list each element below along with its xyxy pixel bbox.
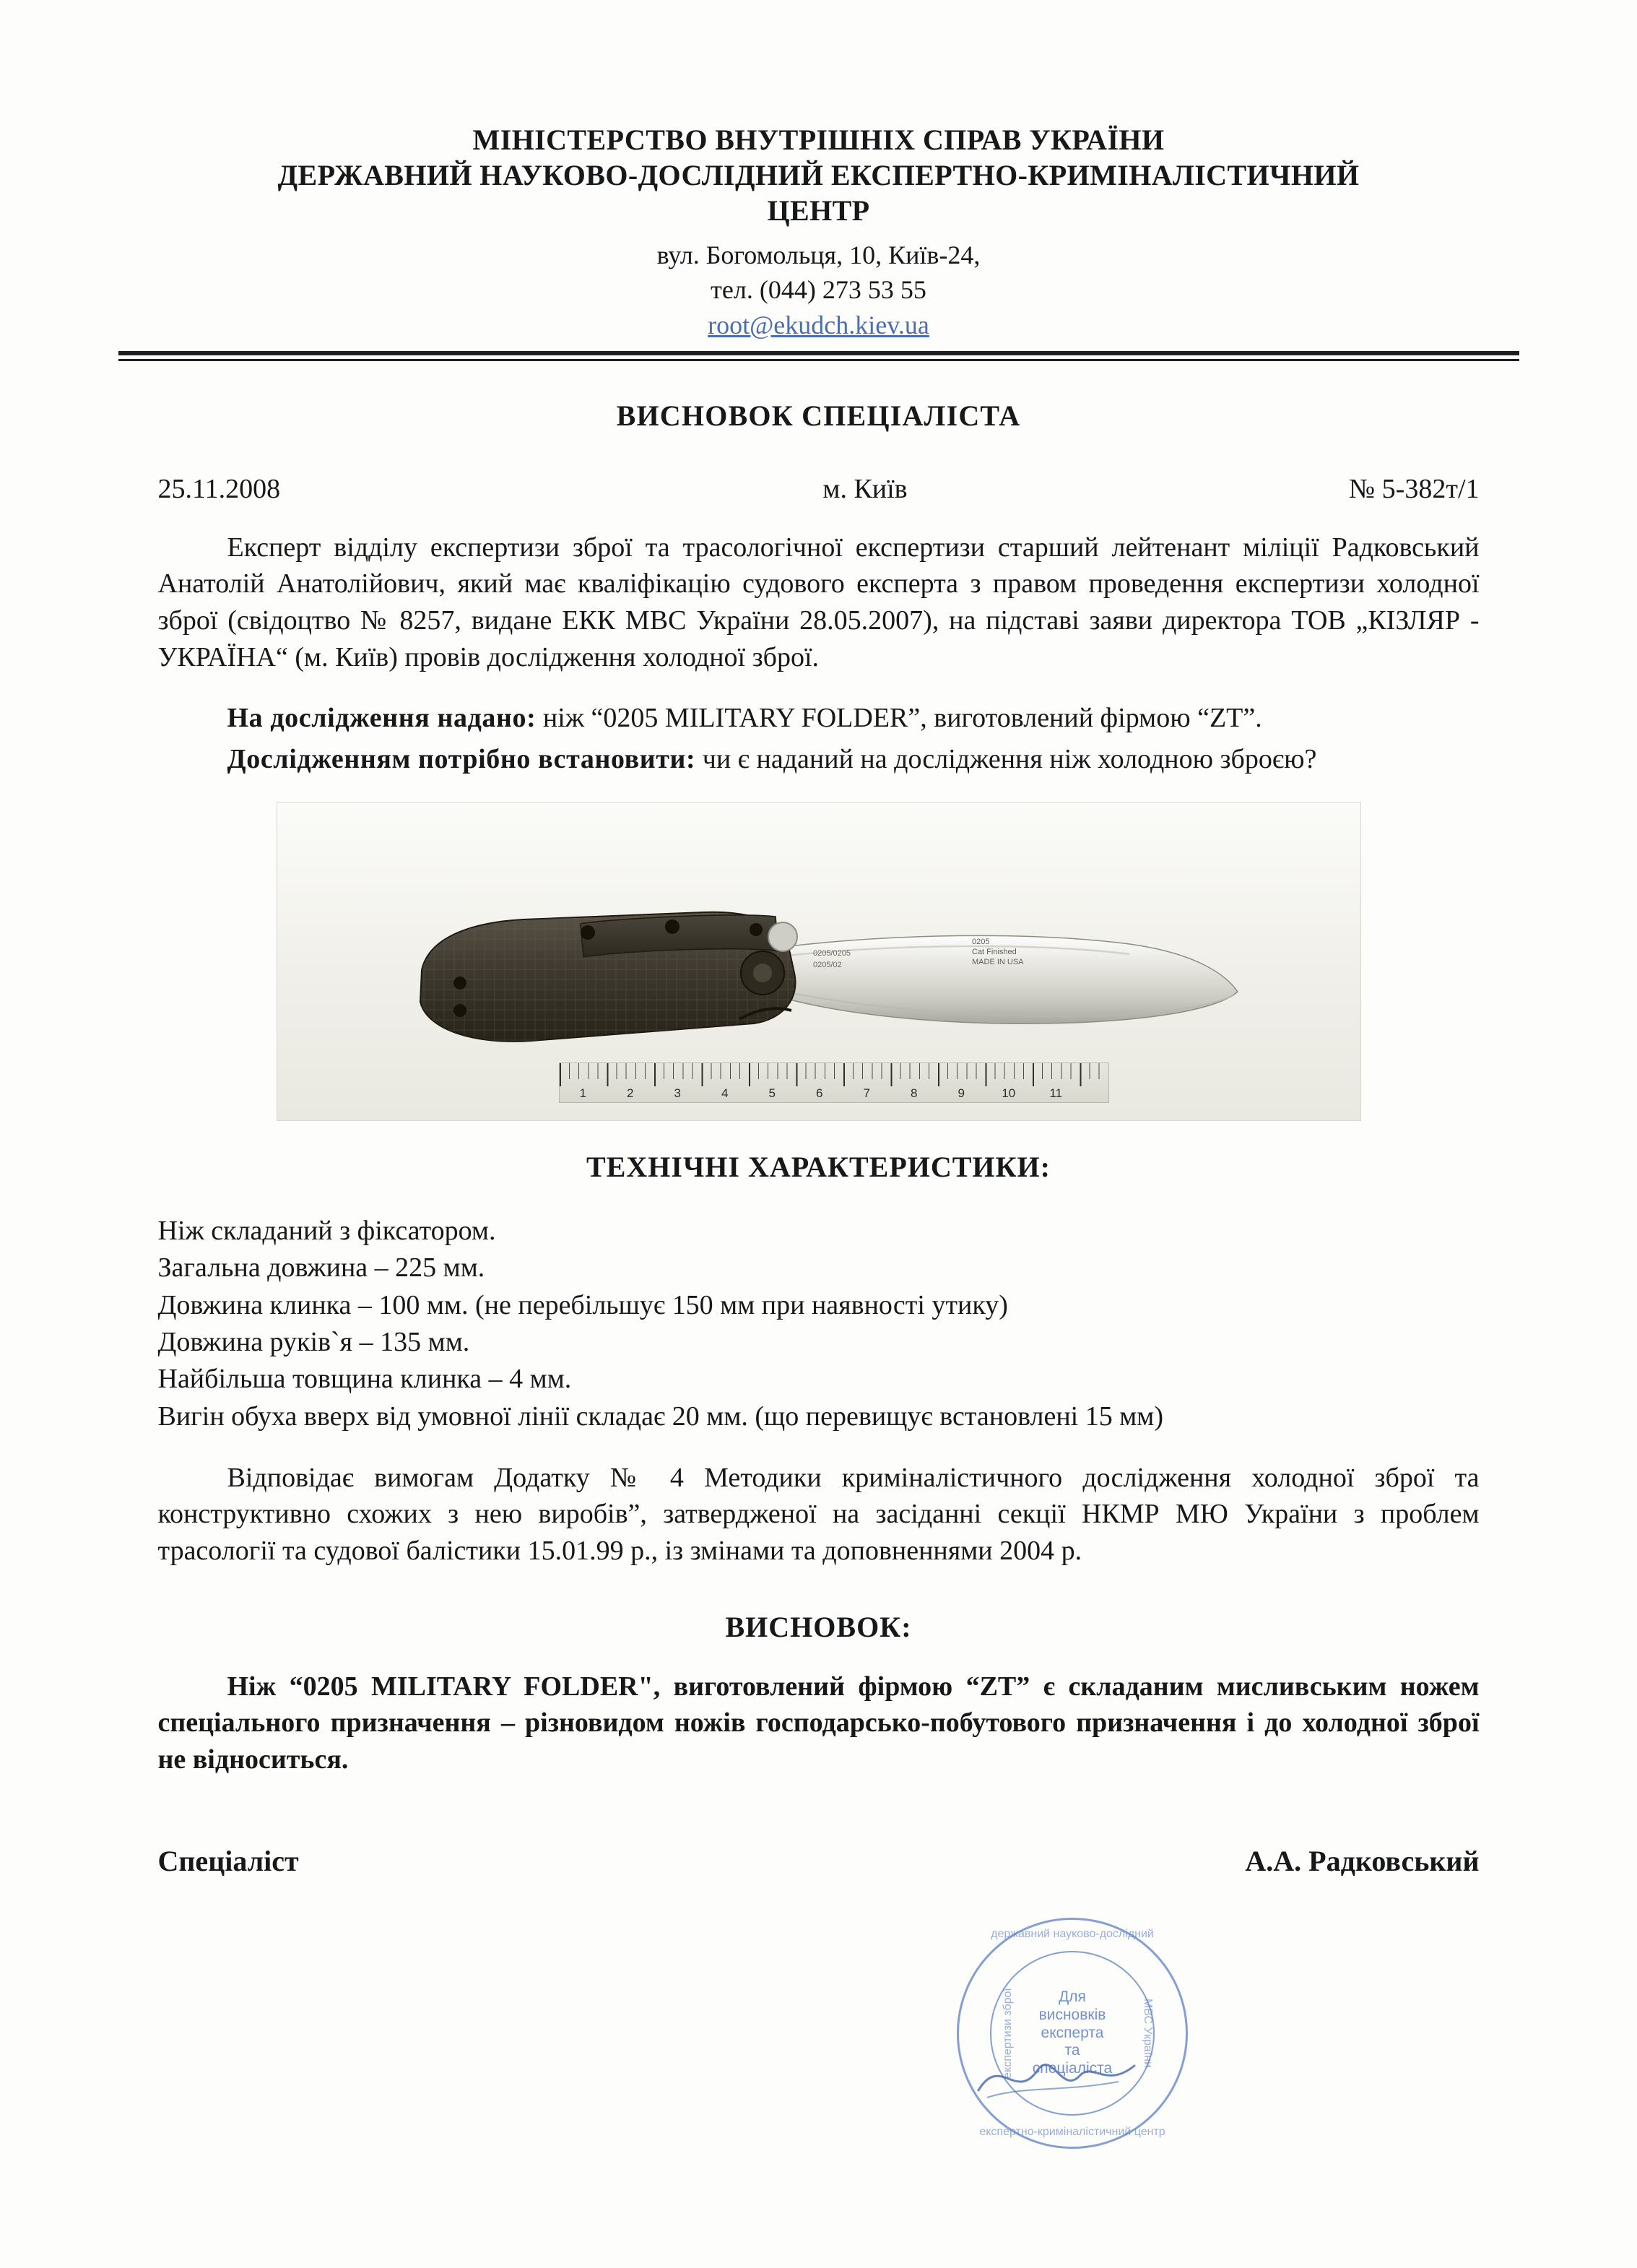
spec-item: Найбільша товщина клинка – 4 мм. [157, 1364, 572, 1395]
signature-name: А.А. Радковський [1245, 1845, 1480, 1878]
document-header [0, 0, 1637, 361]
center-name-line: ДЕРЖАВНИЙ НАУКОВО-ДОСЛІДНИЙ ЕКСПЕРТНО-КРИМІНАЛІСТИЧНИЙ [277, 159, 1360, 192]
stamp-arc-left: експертизи зброї [1001, 1988, 1014, 2079]
stamp-inner-ring [990, 1951, 1155, 2116]
ruler-numbers [560, 1086, 1108, 1101]
signature-role: Спеціаліст [157, 1845, 299, 1878]
spec-item: Довжина клинка – 100 мм. (не перебільшує 150 мм при наявності утику) [157, 1289, 1008, 1320]
ruler-number: 2 [627, 1086, 634, 1101]
conclusion-paragraph: Ніж “0205 MILITARY FOLDER", виготовлений фірмою “ZT” є складаним мисливським ножем спеціального призначення – різновидом ножів господарсько-побутового призначення і до холодної зброї не відноситься. [157, 1671, 1480, 1775]
stamp-arc-text [957, 1918, 1188, 2149]
stamp-core [1023, 1984, 1121, 2082]
handwritten-signature [971, 2044, 1145, 2109]
scale-ruler [559, 1062, 1109, 1103]
submitted-label: На дослідження надано: [227, 703, 537, 734]
phone-line: тел. (044) 273 53 55 [711, 275, 926, 305]
stamp-outer-ring [957, 1918, 1188, 2149]
svg-text:0205/0205: 0205/0205 [812, 949, 851, 958]
stamp-core-line-2: висновків експерта [1038, 2006, 1106, 2041]
document-body [158, 529, 1480, 1878]
ruler-number: 7 [863, 1086, 870, 1101]
header-divider [118, 351, 1519, 361]
stamp-arc-top: державний науково-дослідний [991, 1928, 1154, 1940]
question-label: Дослідженням потрібно встановити: [227, 743, 696, 774]
intro-paragraph: Експерт відділу експертизи зброї та трасологічної експертизи старший лейтенант міліції Радковський Анатолій Анатолійович, який має кваліфікацію судового експерта з правом проведення експертизи холодної зброї (свідоцтво № 8257, видане ЕКК МВС України 28.05.2007), на підставі заяви директора ТОВ „КІЗЛЯР - УКРАЇНА“ (м. Київ) провів дослідження холодної зброї. [157, 532, 1480, 672]
spec-item: Загальна довжина – 225 мм. [157, 1252, 485, 1284]
ruler-number: 4 [721, 1086, 729, 1101]
conclusion-heading: ВИСНОВОК: [725, 1610, 912, 1643]
center-name-line-2: ЦЕНТР [767, 194, 870, 228]
question-text: чи є наданий на дослідження ніж холодною зброєю? [695, 743, 1317, 774]
document-meta [158, 473, 1480, 505]
submitted-text: ніж “0205 MILITARY FOLDER”, виготовлений фірмою “ZT”. [536, 703, 1262, 734]
ruler-number: 6 [816, 1086, 823, 1101]
official-stamp [957, 1918, 1188, 2149]
ruler-major-ticks [560, 1063, 1108, 1086]
divider-thick [118, 351, 1519, 355]
stamp-arc-bottom: експертно-криміналістичний центр [979, 2126, 1165, 2138]
signature-row [158, 1844, 1480, 1878]
address-line: вул. Богомольця, 10, Київ-24, [656, 240, 981, 269]
document-city: м. Київ [822, 473, 908, 504]
ruler-number: 9 [958, 1086, 965, 1101]
spec-item: Ніж складаний з фіксатором. [157, 1216, 496, 1247]
email-link[interactable]: root@ekudch.kiev.ua [708, 311, 929, 340]
svg-text:0205/02: 0205/02 [812, 961, 842, 970]
submitted-paragraph [158, 700, 1480, 737]
spec-item: Вигін обуха вверх від умовної лінії складає 20 мм. (що перевищує встановлені 15 мм) [157, 1401, 1163, 1432]
stamp-arc-right: МВС України [1142, 1999, 1155, 2068]
spec-item: Довжина руків`я – 135 мм. [157, 1327, 470, 1358]
specs-heading: ТЕХНІЧНІ ХАРАКТЕРИСТИКИ: [586, 1151, 1051, 1184]
ruler-number: 11 [1049, 1086, 1063, 1101]
ruler-number: 1 [579, 1086, 586, 1101]
specs-list [158, 1213, 1480, 1435]
ruler-number: 8 [911, 1086, 918, 1101]
ruler-number: 10 [1002, 1086, 1016, 1101]
question-paragraph [158, 741, 1480, 778]
compliance-paragraph: Відповідає вимогам Додатку № 4 Методики криміналістичного дослідження холодної зброї та конструктивно схожих з нею виробів”, затвердженої на засіданні секції НКМР МЮ України з проблем трасології та судової балістики 15.01.99 р., із змінами та доповненнями 2004 р. [157, 1462, 1480, 1566]
svg-text:0205: 0205 [971, 938, 989, 947]
svg-text:Cat Finished: Cat Finished [971, 948, 1017, 957]
divider-thin [118, 359, 1519, 361]
knife-photo [277, 802, 1361, 1121]
page-title: ВИСНОВОК СПЕЦІАЛІСТА [616, 399, 1021, 432]
ministry-line: МІНІСТЕРСТВО ВНУТРІШНІХ СПРАВ УКРАЇНИ [472, 124, 1165, 156]
ruler-number: 3 [674, 1086, 681, 1101]
stamp-core-line-1: Для [1059, 1988, 1086, 2006]
document-number: № 5-382т/1 [1348, 473, 1480, 504]
document-date: 25.11.2008 [157, 473, 281, 504]
ruler-number: 5 [768, 1086, 776, 1101]
svg-text:MADE IN USA: MADE IN USA [971, 958, 1024, 967]
stamp-core-line-3: та спеціаліста [1032, 2042, 1113, 2077]
